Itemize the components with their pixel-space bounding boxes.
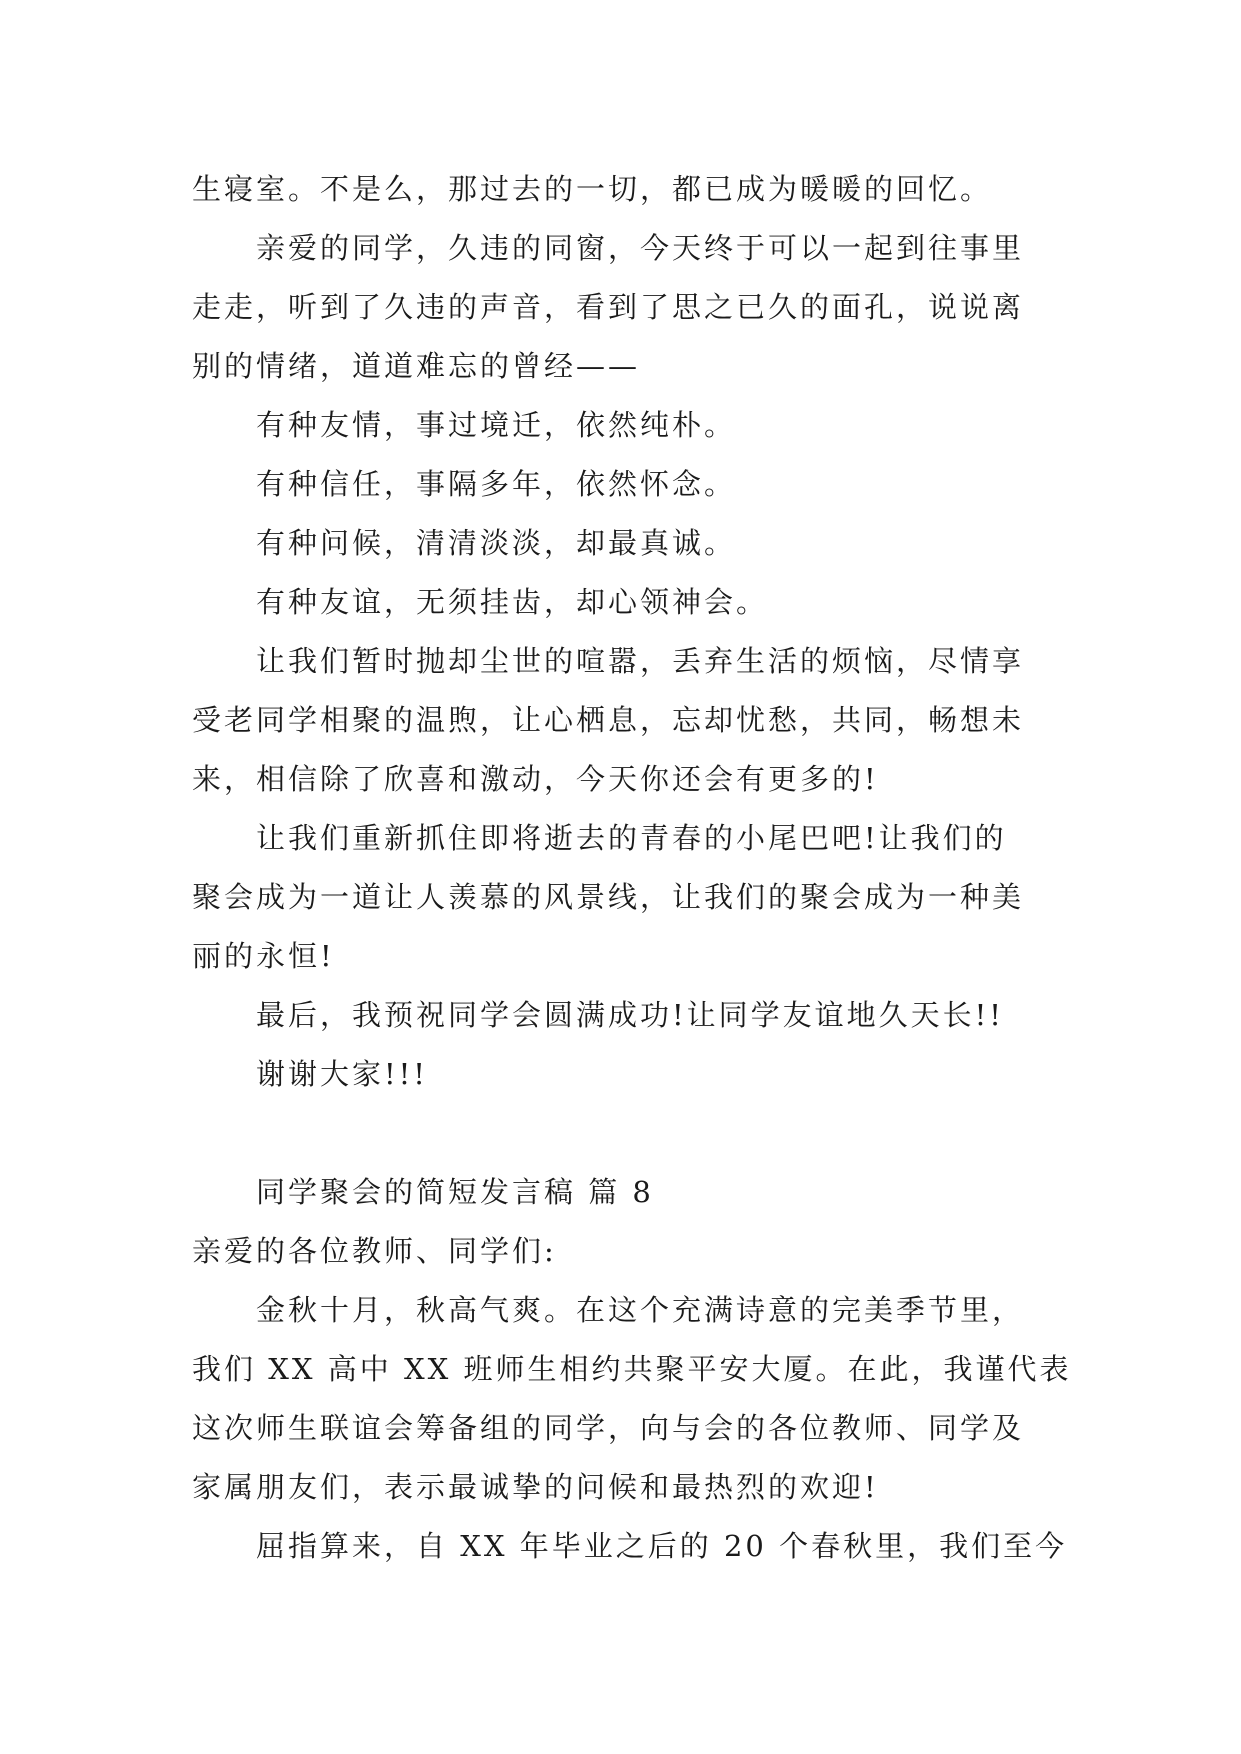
paragraph-line: 丽的永恒!: [192, 939, 335, 973]
paragraph-line: 生寝室。不是么，那过去的一切，都已成为暖暖的回忆。: [192, 172, 993, 206]
paragraph-line: 谢谢大家!!!: [256, 1057, 428, 1091]
paragraph-line: 有种友情，事过境迁，依然纯朴。: [256, 408, 737, 442]
document-body: [192, 160, 1072, 1576]
paragraph-line: 亲爱的同学，久违的同窗，今天终于可以一起到往事里: [256, 231, 1025, 265]
section-gap: [192, 1104, 1052, 1163]
paragraph-line: 金秋十月，秋高气爽。在这个充满诗意的完美季节里，: [256, 1293, 1025, 1327]
paragraph-line: 让我们重新抓住即将逝去的青春的小尾巴吧!让我们的: [256, 821, 1007, 855]
paragraph-line: 我们 XX 高中 XX 班师生相约共聚平安大厦。在此，我谨代表: [192, 1352, 1072, 1386]
paragraph-line: 聚会成为一道让人羡慕的风景线，让我们的聚会成为一种美: [192, 880, 1025, 914]
paragraph-line: 有种信任，事隔多年，依然怀念。: [256, 467, 737, 501]
paragraph-line: 这次师生联谊会筹备组的同学，向与会的各位教师、同学及: [192, 1411, 1025, 1445]
paragraph-line: 来，相信除了欣喜和激动，今天你还会有更多的!: [192, 762, 879, 796]
paragraph-line: 家属朋友们，表示最诚挚的问候和最热烈的欢迎!: [192, 1470, 879, 1504]
paragraph-line: 有种问候，清清淡淡，却最真诚。: [256, 526, 737, 560]
paragraph-line: 走走，听到了久违的声音，看到了思之已久的面孔，说说离: [192, 290, 1025, 324]
paragraph-line: 别的情绪，道道难忘的曾经——: [192, 349, 641, 383]
paragraph-line: 最后，我预祝同学会圆满成功!让同学友谊地久天长!!: [256, 998, 1004, 1032]
section-heading: 同学聚会的简短发言稿 篇 8: [256, 1175, 654, 1209]
paragraph-line: 让我们暂时抛却尘世的喧嚣，丢弃生活的烦恼，尽情享: [256, 644, 1025, 678]
salutation: 亲爱的各位教师、同学们:: [192, 1234, 557, 1268]
paragraph-line: 有种友谊，无须挂齿，却心领神会。: [256, 585, 769, 619]
paragraph-line: 受老同学相聚的温煦，让心栖息，忘却忧愁，共同，畅想未: [192, 703, 1025, 737]
paragraph-line: 屈指算来，自 XX 年毕业之后的 20 个春秋里，我们至今: [256, 1529, 1068, 1563]
